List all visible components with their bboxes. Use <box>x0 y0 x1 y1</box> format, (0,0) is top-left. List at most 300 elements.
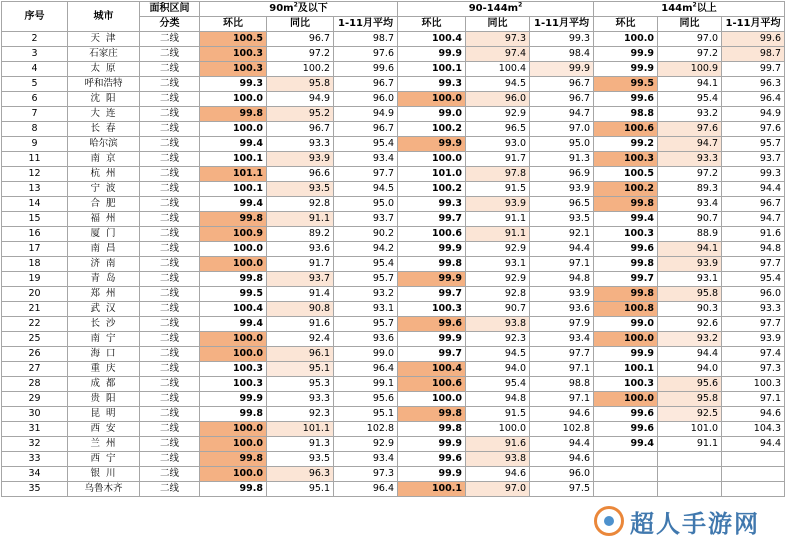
table-body <box>2 32 785 497</box>
table-row <box>2 152 785 167</box>
cell-yoy-under-90: 93.9 <box>267 152 334 167</box>
row-category: 二线 <box>140 332 200 347</box>
table-row <box>2 77 785 92</box>
cell-mom-under-90: 100.3 <box>200 362 267 377</box>
watermark-logo-icon <box>594 506 624 536</box>
cell-yoy-under-90: 96.6 <box>267 167 334 182</box>
cell-yoy-over-144: 100.9 <box>658 62 722 77</box>
cell-mom-over-144: 99.4 <box>594 212 658 227</box>
cell-avg-over-144: 99.3 <box>722 167 785 182</box>
cell-yoy-90-144: 96.0 <box>466 92 530 107</box>
cell-mom-under-90: 100.0 <box>200 242 267 257</box>
cell-avg-90-144: 97.1 <box>530 392 594 407</box>
cell-mom-under-90: 100.0 <box>200 257 267 272</box>
cell-mom-under-90: 100.3 <box>200 62 267 77</box>
cell-yoy-over-144: 94.7 <box>658 137 722 152</box>
cell-yoy-under-90: 94.9 <box>267 92 334 107</box>
cell-yoy-under-90: 89.2 <box>267 227 334 242</box>
cell-mom-over-144: 99.6 <box>594 422 658 437</box>
cell-avg-90-144: 97.1 <box>530 362 594 377</box>
row-seq: 4 <box>2 62 68 77</box>
cell-avg-90-144: 94.6 <box>530 452 594 467</box>
cell-yoy-under-90: 93.5 <box>267 182 334 197</box>
cell-avg-under-90: 97.3 <box>334 467 398 482</box>
cell-mom-under-90: 100.0 <box>200 347 267 362</box>
cell-avg-under-90: 93.7 <box>334 212 398 227</box>
cell-yoy-over-144: 95.8 <box>658 287 722 302</box>
row-category: 二线 <box>140 167 200 182</box>
row-category: 二线 <box>140 452 200 467</box>
cell-mom-over-144: 99.8 <box>594 257 658 272</box>
cell-mom-over-144: 100.6 <box>594 122 658 137</box>
cell-avg-over-144: 94.7 <box>722 212 785 227</box>
row-seq: 33 <box>2 452 68 467</box>
cell-avg-under-90: 96.0 <box>334 92 398 107</box>
cell-yoy-90-144: 97.4 <box>466 47 530 62</box>
row-city: 长春 <box>68 122 140 137</box>
cell-yoy-over-144: 92.6 <box>658 317 722 332</box>
cell-yoy-under-90: 95.3 <box>267 377 334 392</box>
row-category: 二线 <box>140 392 200 407</box>
cell-yoy-90-144: 94.6 <box>466 467 530 482</box>
cell-mom-90-144: 99.7 <box>398 212 466 227</box>
cell-yoy-over-144: 92.5 <box>658 407 722 422</box>
cell-avg-90-144: 93.5 <box>530 212 594 227</box>
cell-avg-90-144: 99.3 <box>530 32 594 47</box>
cell-mom-under-90: 100.0 <box>200 332 267 347</box>
cell-yoy-90-144: 91.1 <box>466 212 530 227</box>
table-row <box>2 92 785 107</box>
cell-yoy-over-144: 94.1 <box>658 77 722 92</box>
cell-avg-under-90: 98.7 <box>334 32 398 47</box>
cell-avg-under-90: 95.7 <box>334 272 398 287</box>
cell-mom-90-144: 100.3 <box>398 302 466 317</box>
header-mom-3: 环比 <box>594 17 658 32</box>
cell-avg-under-90: 95.4 <box>334 257 398 272</box>
row-category: 二线 <box>140 77 200 92</box>
cell-mom-90-144: 100.1 <box>398 62 466 77</box>
row-seq: 7 <box>2 107 68 122</box>
row-city: 重庆 <box>68 362 140 377</box>
cell-avg-under-90: 96.4 <box>334 362 398 377</box>
cell-yoy-under-90: 100.2 <box>267 62 334 77</box>
cell-avg-under-90: 95.6 <box>334 392 398 407</box>
cell-mom-90-144: 100.0 <box>398 392 466 407</box>
cell-yoy-over-144: 101.0 <box>658 422 722 437</box>
cell-avg-under-90: 92.9 <box>334 437 398 452</box>
cell-avg-over-144: 91.6 <box>722 227 785 242</box>
cell-avg-under-90: 96.7 <box>334 77 398 92</box>
cell-yoy-90-144: 92.9 <box>466 272 530 287</box>
cell-yoy-over-144: 90.3 <box>658 302 722 317</box>
cell-mom-under-90: 99.8 <box>200 212 267 227</box>
cell-avg-under-90: 99.0 <box>334 347 398 362</box>
row-seq: 27 <box>2 362 68 377</box>
row-category: 二线 <box>140 302 200 317</box>
cell-mom-under-90: 100.1 <box>200 182 267 197</box>
table-row <box>2 272 785 287</box>
row-seq: 18 <box>2 257 68 272</box>
cell-mom-90-144: 99.8 <box>398 407 466 422</box>
cell-avg-90-144: 93.4 <box>530 332 594 347</box>
cell-mom-under-90: 99.5 <box>200 287 267 302</box>
cell-avg-90-144: 97.9 <box>530 317 594 332</box>
cell-mom-90-144: 99.9 <box>398 467 466 482</box>
cell-avg-90-144: 97.5 <box>530 482 594 497</box>
row-city: 长沙 <box>68 317 140 332</box>
table-row <box>2 422 785 437</box>
cell-avg-90-144: 96.7 <box>530 77 594 92</box>
cell-avg-over-144: 96.4 <box>722 92 785 107</box>
row-category: 二线 <box>140 137 200 152</box>
cell-mom-under-90: 100.0 <box>200 92 267 107</box>
cell-avg-over-144: 96.3 <box>722 77 785 92</box>
cell-avg-under-90: 94.5 <box>334 182 398 197</box>
table-row <box>2 137 785 152</box>
row-seq: 5 <box>2 77 68 92</box>
cell-mom-under-90: 100.1 <box>200 152 267 167</box>
row-city: 成都 <box>68 377 140 392</box>
cell-mom-over-144 <box>594 467 658 482</box>
table-row <box>2 377 785 392</box>
cell-yoy-over-144: 94.4 <box>658 347 722 362</box>
cell-yoy-under-90: 90.8 <box>267 302 334 317</box>
row-seq: 29 <box>2 392 68 407</box>
cell-avg-90-144: 95.0 <box>530 137 594 152</box>
cell-yoy-under-90: 95.1 <box>267 362 334 377</box>
cell-mom-90-144: 99.9 <box>398 272 466 287</box>
cell-mom-over-144: 99.9 <box>594 62 658 77</box>
row-seq: 25 <box>2 332 68 347</box>
cell-avg-90-144: 96.7 <box>530 92 594 107</box>
cell-yoy-90-144: 92.3 <box>466 332 530 347</box>
cell-mom-over-144: 99.6 <box>594 242 658 257</box>
cell-yoy-under-90: 96.1 <box>267 347 334 362</box>
cell-avg-over-144: 94.4 <box>722 182 785 197</box>
cell-mom-under-90: 100.3 <box>200 377 267 392</box>
cell-mom-under-90: 100.0 <box>200 467 267 482</box>
cell-avg-90-144: 94.8 <box>530 272 594 287</box>
cell-yoy-over-144 <box>658 482 722 497</box>
cell-avg-90-144: 98.8 <box>530 377 594 392</box>
cell-yoy-under-90: 96.7 <box>267 122 334 137</box>
cell-mom-over-144: 100.3 <box>594 377 658 392</box>
cell-mom-over-144: 99.8 <box>594 287 658 302</box>
cell-yoy-over-144: 93.2 <box>658 332 722 347</box>
table-row <box>2 437 785 452</box>
cell-yoy-over-144: 89.3 <box>658 182 722 197</box>
header-group-over-144: $144m^2$以上 <box>594 2 785 17</box>
cell-mom-under-90: 100.0 <box>200 437 267 452</box>
row-seq: 13 <box>2 182 68 197</box>
row-seq: 9 <box>2 137 68 152</box>
row-seq: 12 <box>2 167 68 182</box>
cell-mom-under-90: 100.0 <box>200 122 267 137</box>
cell-yoy-90-144: 93.9 <box>466 197 530 212</box>
cell-avg-over-144: 97.4 <box>722 347 785 362</box>
row-city: 青岛 <box>68 272 140 287</box>
header-category: 分类 <box>140 17 200 32</box>
row-city: 沈阳 <box>68 92 140 107</box>
cell-avg-under-90: 94.9 <box>334 107 398 122</box>
cell-yoy-90-144: 94.8 <box>466 392 530 407</box>
cell-avg-under-90: 95.4 <box>334 137 398 152</box>
cell-avg-90-144: 97.7 <box>530 347 594 362</box>
cell-yoy-under-90: 95.8 <box>267 77 334 92</box>
row-seq: 22 <box>2 317 68 332</box>
row-category: 二线 <box>140 32 200 47</box>
cell-mom-over-144: 99.2 <box>594 137 658 152</box>
row-category: 二线 <box>140 422 200 437</box>
cell-mom-under-90: 100.3 <box>200 47 267 62</box>
row-category: 二线 <box>140 47 200 62</box>
cell-avg-over-144 <box>722 452 785 467</box>
cell-mom-over-144: 100.0 <box>594 332 658 347</box>
table-row <box>2 482 785 497</box>
cell-avg-90-144: 97.0 <box>530 122 594 137</box>
header-city: 城市 <box>68 2 140 32</box>
cell-yoy-over-144: 95.4 <box>658 92 722 107</box>
row-category: 二线 <box>140 122 200 137</box>
cell-avg-90-144: 93.9 <box>530 287 594 302</box>
row-category: 二线 <box>140 92 200 107</box>
cell-mom-90-144: 101.0 <box>398 167 466 182</box>
cell-avg-under-90: 95.0 <box>334 197 398 212</box>
cell-yoy-over-144: 93.2 <box>658 107 722 122</box>
cell-avg-90-144: 93.6 <box>530 302 594 317</box>
cell-avg-over-144: 96.0 <box>722 287 785 302</box>
row-city: 济南 <box>68 257 140 272</box>
table-row <box>2 47 785 62</box>
row-category: 二线 <box>140 482 200 497</box>
cell-mom-over-144: 100.3 <box>594 227 658 242</box>
row-category: 二线 <box>140 287 200 302</box>
cell-mom-90-144: 100.2 <box>398 182 466 197</box>
cell-avg-90-144: 96.0 <box>530 467 594 482</box>
header-mom-1: 环比 <box>200 17 267 32</box>
cell-yoy-under-90: 91.4 <box>267 287 334 302</box>
row-category: 二线 <box>140 377 200 392</box>
row-city: 西安 <box>68 422 140 437</box>
table-row <box>2 392 785 407</box>
header-avg-2: 1-11月平均 <box>530 17 594 32</box>
row-category: 二线 <box>140 407 200 422</box>
cell-avg-over-144: 96.7 <box>722 197 785 212</box>
cell-avg-90-144: 94.7 <box>530 107 594 122</box>
cell-yoy-under-90: 93.5 <box>267 452 334 467</box>
cell-yoy-under-90: 95.1 <box>267 482 334 497</box>
table-row <box>2 257 785 272</box>
header-row-1 <box>2 2 785 17</box>
row-seq: 30 <box>2 407 68 422</box>
header-yoy-3: 同比 <box>658 17 722 32</box>
row-city: 银川 <box>68 467 140 482</box>
table-row <box>2 182 785 197</box>
cell-yoy-under-90: 91.7 <box>267 257 334 272</box>
cell-mom-over-144: 99.6 <box>594 407 658 422</box>
cell-yoy-under-90: 92.3 <box>267 407 334 422</box>
cell-mom-under-90: 99.4 <box>200 317 267 332</box>
cell-mom-under-90: 99.4 <box>200 137 267 152</box>
cell-yoy-over-144: 93.9 <box>658 257 722 272</box>
cell-avg-over-144: 93.3 <box>722 302 785 317</box>
cell-avg-90-144: 93.9 <box>530 182 594 197</box>
cell-mom-over-144: 98.8 <box>594 107 658 122</box>
header-group-under-90: $90m^2$及以下 <box>200 2 398 17</box>
cell-mom-over-144: 100.3 <box>594 152 658 167</box>
cell-mom-under-90: 101.1 <box>200 167 267 182</box>
cell-yoy-90-144: 91.6 <box>466 437 530 452</box>
row-category: 二线 <box>140 62 200 77</box>
cell-yoy-90-144: 94.5 <box>466 77 530 92</box>
cell-yoy-90-144: 92.8 <box>466 287 530 302</box>
cell-avg-under-90: 99.6 <box>334 62 398 77</box>
cell-mom-under-90: 100.0 <box>200 422 267 437</box>
cell-yoy-under-90: 92.8 <box>267 197 334 212</box>
table-row <box>2 407 785 422</box>
row-city: 南昌 <box>68 242 140 257</box>
row-seq: 17 <box>2 242 68 257</box>
cell-yoy-under-90: 91.3 <box>267 437 334 452</box>
cell-avg-90-144: 92.1 <box>530 227 594 242</box>
cell-mom-90-144: 99.6 <box>398 317 466 332</box>
cell-mom-90-144: 99.7 <box>398 347 466 362</box>
cell-avg-over-144: 94.6 <box>722 407 785 422</box>
table-row <box>2 452 785 467</box>
cell-mom-over-144: 100.0 <box>594 32 658 47</box>
cell-yoy-90-144: 93.8 <box>466 317 530 332</box>
cell-avg-under-90: 99.1 <box>334 377 398 392</box>
cell-mom-over-144: 100.2 <box>594 182 658 197</box>
cell-yoy-under-90: 96.3 <box>267 467 334 482</box>
cell-mom-over-144: 99.4 <box>594 437 658 452</box>
cell-yoy-90-144: 93.1 <box>466 257 530 272</box>
cell-yoy-90-144: 90.7 <box>466 302 530 317</box>
row-city: 杭州 <box>68 167 140 182</box>
cell-mom-90-144: 99.8 <box>398 257 466 272</box>
header-seq: 序号 <box>2 2 68 32</box>
cell-yoy-90-144: 95.4 <box>466 377 530 392</box>
cell-yoy-90-144: 92.9 <box>466 107 530 122</box>
cell-avg-90-144: 97.1 <box>530 257 594 272</box>
table-row <box>2 122 785 137</box>
table-row <box>2 317 785 332</box>
cell-mom-over-144: 100.8 <box>594 302 658 317</box>
cell-avg-under-90: 97.6 <box>334 47 398 62</box>
table-row <box>2 212 785 227</box>
cell-yoy-90-144: 100.0 <box>466 422 530 437</box>
row-city: 太原 <box>68 62 140 77</box>
cell-yoy-over-144: 97.6 <box>658 122 722 137</box>
row-city: 乌鲁木齐 <box>68 482 140 497</box>
cell-avg-under-90: 93.1 <box>334 302 398 317</box>
cell-avg-90-144: 96.9 <box>530 167 594 182</box>
cell-yoy-90-144: 91.1 <box>466 227 530 242</box>
cell-avg-over-144: 94.4 <box>722 437 785 452</box>
cell-mom-90-144: 99.0 <box>398 107 466 122</box>
cell-avg-90-144: 102.8 <box>530 422 594 437</box>
table-row <box>2 287 785 302</box>
cell-mom-90-144: 99.9 <box>398 332 466 347</box>
cell-yoy-over-144: 97.0 <box>658 32 722 47</box>
table-row <box>2 467 785 482</box>
row-category: 二线 <box>140 362 200 377</box>
row-category: 二线 <box>140 467 200 482</box>
cell-mom-90-144: 99.9 <box>398 437 466 452</box>
cell-yoy-90-144: 91.5 <box>466 182 530 197</box>
cell-mom-90-144: 99.3 <box>398 197 466 212</box>
cell-yoy-over-144: 97.2 <box>658 47 722 62</box>
cell-mom-over-144: 99.5 <box>594 77 658 92</box>
cell-avg-over-144: 100.3 <box>722 377 785 392</box>
cell-avg-over-144 <box>722 482 785 497</box>
row-seq: 8 <box>2 122 68 137</box>
cell-avg-under-90: 93.2 <box>334 287 398 302</box>
cell-avg-under-90: 94.2 <box>334 242 398 257</box>
cell-avg-90-144: 99.9 <box>530 62 594 77</box>
cell-avg-over-144: 99.7 <box>722 62 785 77</box>
header-group-90-144: $90-144m^2$ <box>398 2 594 17</box>
row-seq: 20 <box>2 287 68 302</box>
cell-yoy-under-90: 93.3 <box>267 137 334 152</box>
cell-avg-90-144: 94.4 <box>530 242 594 257</box>
cell-mom-under-90: 100.9 <box>200 227 267 242</box>
header-mom-2: 环比 <box>398 17 466 32</box>
cell-yoy-under-90: 91.6 <box>267 317 334 332</box>
cell-avg-over-144: 97.7 <box>722 257 785 272</box>
cell-avg-over-144: 95.7 <box>722 137 785 152</box>
cell-avg-90-144: 96.5 <box>530 197 594 212</box>
row-city: 昆明 <box>68 407 140 422</box>
table-row <box>2 362 785 377</box>
row-seq: 34 <box>2 467 68 482</box>
cell-yoy-over-144: 88.9 <box>658 227 722 242</box>
cell-mom-90-144: 99.9 <box>398 242 466 257</box>
cell-yoy-over-144: 93.1 <box>658 272 722 287</box>
cell-mom-under-90: 99.8 <box>200 407 267 422</box>
cell-yoy-90-144: 93.8 <box>466 452 530 467</box>
table-row <box>2 167 785 182</box>
cell-yoy-over-144: 95.8 <box>658 392 722 407</box>
table-row <box>2 242 785 257</box>
row-city: 武汉 <box>68 302 140 317</box>
row-city: 大连 <box>68 107 140 122</box>
row-category: 二线 <box>140 257 200 272</box>
cell-mom-under-90: 99.8 <box>200 482 267 497</box>
cell-mom-over-144: 99.8 <box>594 197 658 212</box>
cell-yoy-under-90: 92.4 <box>267 332 334 347</box>
cell-avg-90-144: 91.3 <box>530 152 594 167</box>
row-category: 二线 <box>140 107 200 122</box>
cell-avg-under-90: 95.1 <box>334 407 398 422</box>
cell-mom-90-144: 100.4 <box>398 32 466 47</box>
cell-yoy-90-144: 96.5 <box>466 122 530 137</box>
row-seq: 16 <box>2 227 68 242</box>
row-seq: 32 <box>2 437 68 452</box>
cell-avg-under-90: 97.7 <box>334 167 398 182</box>
cell-avg-under-90: 95.7 <box>334 317 398 332</box>
cell-avg-over-144: 98.7 <box>722 47 785 62</box>
cell-yoy-under-90: 91.1 <box>267 212 334 227</box>
row-seq: 11 <box>2 152 68 167</box>
cell-yoy-under-90: 96.7 <box>267 32 334 47</box>
row-category: 二线 <box>140 212 200 227</box>
cell-yoy-90-144: 97.3 <box>466 32 530 47</box>
cell-yoy-over-144: 94.1 <box>658 242 722 257</box>
cell-avg-over-144: 97.7 <box>722 317 785 332</box>
cell-avg-over-144: 94.8 <box>722 242 785 257</box>
cell-avg-over-144: 94.9 <box>722 107 785 122</box>
